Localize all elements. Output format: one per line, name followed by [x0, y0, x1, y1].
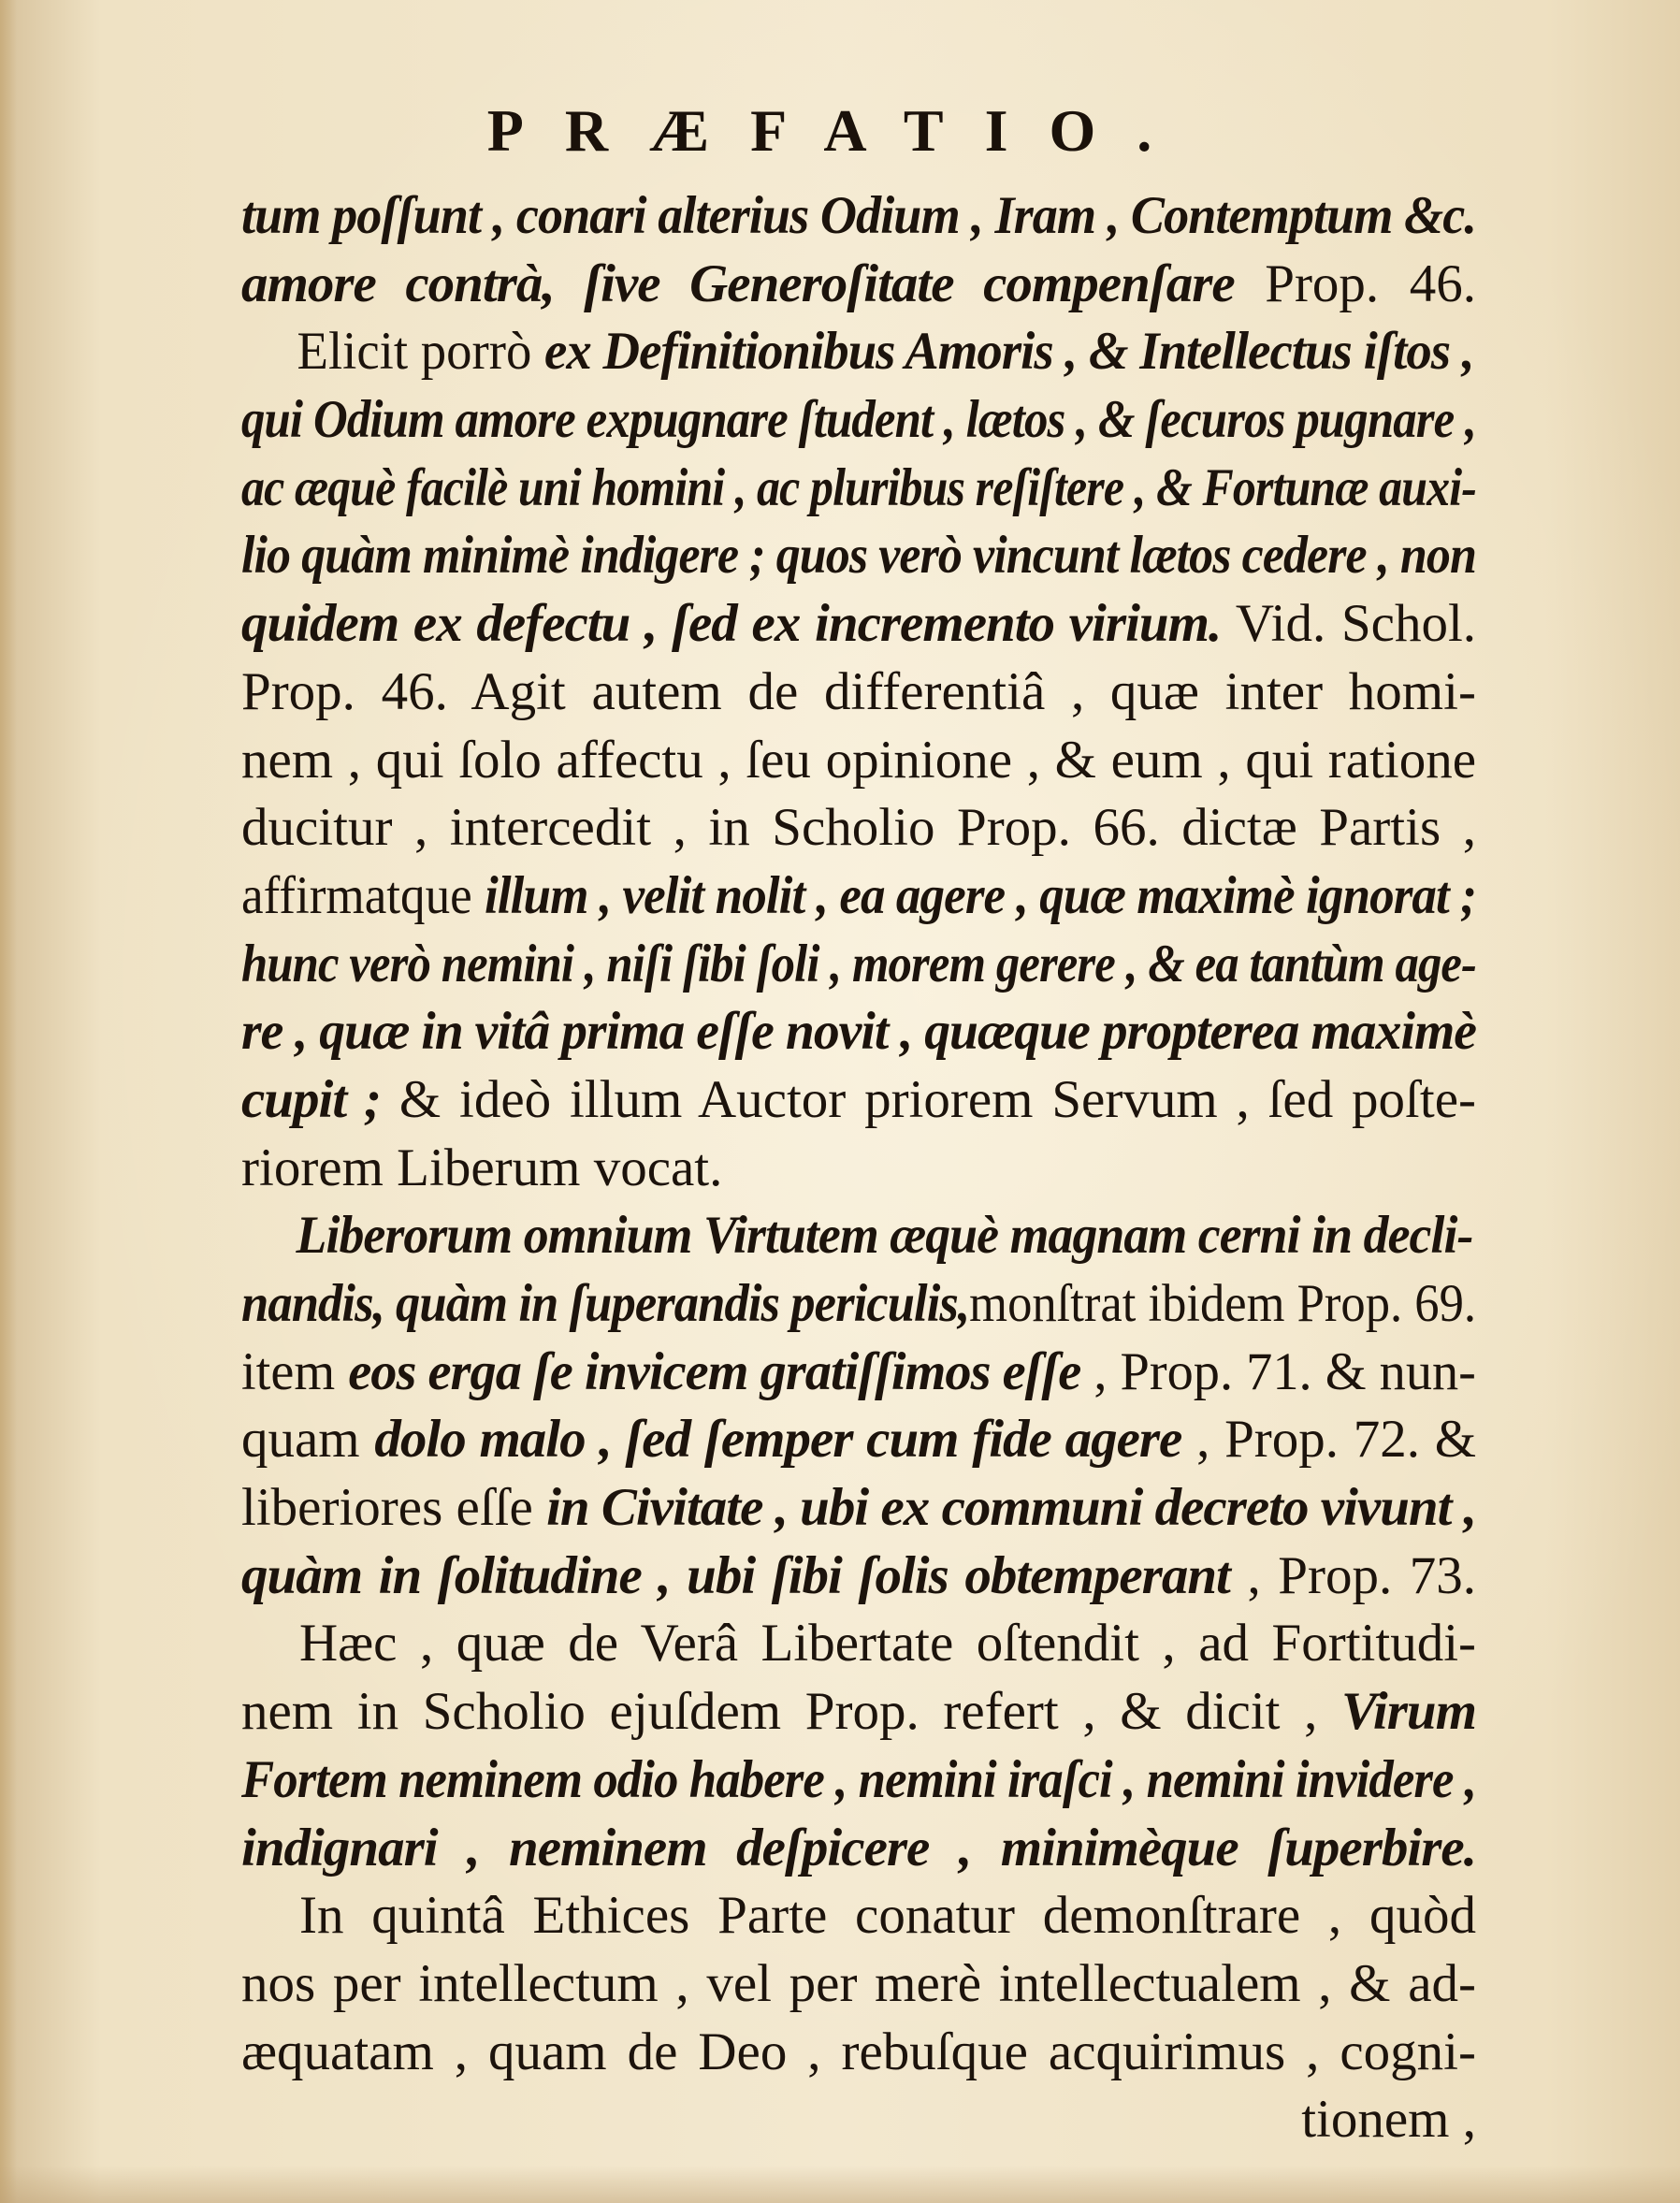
running-header: PRÆFATIO.: [486, 97, 1194, 164]
body-text: [241, 182, 1476, 2154]
italic-segment: ex Definitionibus Amoris , & Intellectus iſtos ,: [544, 322, 1474, 382]
text-line: [241, 1882, 1476, 1950]
roman-segment: liberiores eſſe: [241, 1478, 547, 1538]
roman-segment: ducitur , intercedit , in Scholio Prop. 66. dictæ Partis ,: [241, 798, 1476, 858]
italic-segment: Virum: [1341, 1682, 1476, 1742]
text-line: [241, 1815, 1476, 1883]
roman-segment: tionem ,: [1301, 2090, 1476, 2150]
italic-segment: qui Odium amore expugnare ſtudent , lætos , & ſecuros pugnare ,: [241, 390, 1476, 450]
text-line: [241, 522, 1477, 590]
italic-segment: re , quæ in vitâ prima eſſe novit , quæque propterea maximè: [241, 1002, 1477, 1062]
text-line: [241, 727, 1476, 795]
italic-segment: cupit ;: [241, 1069, 381, 1129]
roman-segment: Prop. 46. Agit autem de differentiâ , quæ inter homi-: [241, 661, 1476, 721]
roman-segment: monſtrat ibidem Prop. 69.: [969, 1274, 1477, 1333]
roman-segment: riorem Liberum vocat.: [241, 1138, 723, 1197]
italic-segment: Fortem neminem odio habere , nemini iraſci , nemini invidere ,: [241, 1749, 1477, 1809]
roman-segment: nos per intellectum , vel per merè intellectualem , & ad-: [241, 1953, 1476, 2013]
text-line: [241, 455, 1476, 523]
roman-segment: , Prop. 72. &: [1181, 1410, 1477, 1470]
italic-segment: ac æquè facilè uni homini , ac pluribus reſiſtere , & Fortunæ auxi-: [241, 457, 1476, 517]
italic-segment: illum , velit nolit , ea agere , quæ maximè ignorat ;: [485, 865, 1476, 925]
italic-segment: tum poſſunt , conari alterius Odium , Iram , Contemptum &c.: [241, 186, 1476, 245]
roman-segment: Vid. Schol.: [1221, 594, 1477, 654]
italic-segment: quàm in ſolitudine , ubi ſibi ſolis obtemperant: [241, 1545, 1230, 1605]
roman-segment: æquatam , quam de Deo , rebuſque acquirimus , cogni-: [241, 2022, 1476, 2081]
text-line: [241, 318, 1474, 386]
roman-segment: , Prop. 71. & nun-: [1080, 1341, 1476, 1401]
italic-segment: eos erga ſe invicem gratiſſimos eſſe: [348, 1341, 1081, 1401]
text-line: [241, 998, 1477, 1066]
text-line: [241, 931, 1477, 999]
italic-segment: lio quàm minimè indigere ; quos verò vincunt lætos cedere , non: [241, 526, 1477, 586]
text-line: [241, 794, 1476, 862]
text-line: [241, 1270, 1477, 1339]
text-line: [241, 1950, 1476, 2019]
text-line: [241, 659, 1476, 727]
text-line: [241, 1135, 1476, 1203]
roman-segment: nem in Scholio ejuſdem Prop. refert , & dicit ,: [241, 1682, 1342, 1742]
roman-segment: Hæc , quæ de Verâ Libertate oſtendit , ad Fortitudi-: [299, 1614, 1477, 1674]
text-line: [241, 1474, 1476, 1543]
text-line: [241, 1543, 1476, 1611]
text-line: [241, 1339, 1476, 1407]
text-line: [241, 1678, 1476, 1746]
roman-segment: quam: [241, 1410, 375, 1470]
text-line: [241, 1202, 1473, 1270]
italic-segment: amore contrà, ſive Generoſitate compenſare: [241, 254, 1235, 313]
roman-segment: nem , qui ſolo affectu , ſeu opinione , & eum , qui ratione: [241, 730, 1477, 790]
italic-segment: hunc verò nemini , niſi ſibi ſoli , morem gerere , & ea tantùm age-: [241, 934, 1477, 993]
italic-segment: dolo malo , ſed ſemper cum fide agere: [374, 1410, 1182, 1470]
italic-segment: Liberorum omnium Virtutem æquè magnam cerni in decli-: [296, 1206, 1473, 1266]
text-line: [241, 386, 1476, 455]
text-line: [241, 1746, 1477, 1815]
italic-segment: nandis, quàm in ſuperandis periculis,: [241, 1274, 970, 1333]
text-line: [241, 1610, 1476, 1678]
italic-segment: in Civitate , ubi ex communi decreto vivunt ,: [546, 1478, 1476, 1538]
roman-segment: item: [241, 1341, 349, 1401]
roman-segment: & ideò illum Auctor priorem Servum , ſed poſte-: [380, 1069, 1477, 1129]
text-line: [241, 251, 1476, 319]
text-line: [241, 590, 1476, 659]
text-line: [241, 1066, 1476, 1135]
roman-segment: affirmatque: [241, 865, 485, 925]
italic-segment: indignari , neminem deſpicere , minimèque ſuperbire.: [241, 1818, 1476, 1877]
roman-segment: Elicit porrò: [297, 322, 545, 382]
italic-segment: quidem ex defectu , ſed ex incremento virium.: [241, 594, 1222, 654]
text-line: [241, 2019, 1476, 2087]
text-line: [241, 2086, 1476, 2154]
text-line: [241, 1406, 1476, 1474]
roman-segment: , Prop. 73.: [1229, 1545, 1477, 1605]
text-line: [241, 182, 1476, 251]
roman-segment: In quintâ Ethices Parte conatur demonſtrare , quòd: [299, 1886, 1476, 1946]
roman-segment: Prop. 46.: [1234, 254, 1476, 313]
text-line: [241, 862, 1476, 931]
